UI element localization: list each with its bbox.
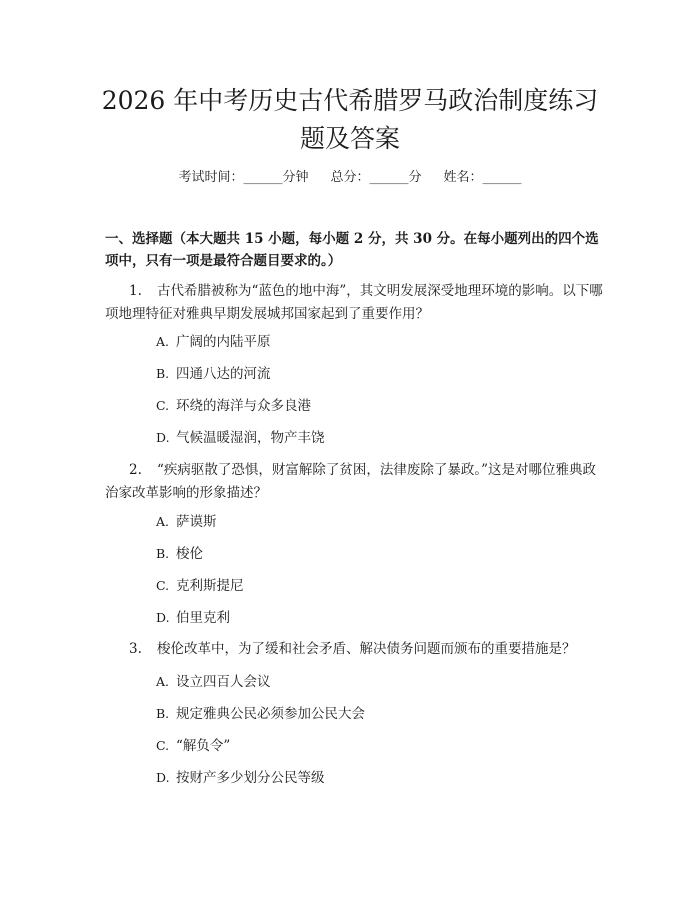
option-letter: A.	[156, 334, 170, 349]
question-3	[105, 638, 605, 661]
question-2-option-c	[156, 576, 244, 596]
question-3-option-b	[156, 704, 365, 724]
option-letter: B.	[156, 546, 170, 561]
question-number: 2.	[129, 462, 142, 478]
exam-time-field: 考试时间：______分钟	[178, 170, 309, 185]
option-letter: C.	[156, 578, 170, 593]
option-letter: C.	[156, 738, 170, 753]
option-text: 广阔的内陆平原	[176, 334, 271, 350]
question-1-option-c	[156, 396, 311, 416]
question-text: “疾病驱散了恐惧，财富解除了贫困，法律废除了暴政。”这是对哪位雅典政治家改革影响的形象描述？	[105, 462, 597, 501]
document-title: 2026 年中考历史古代希腊罗马政治制度练习题及答案	[101, 86, 599, 153]
option-text: 萨谟斯	[176, 514, 217, 530]
question-text: 梭伦改革中，为了缓和社会矛盾、解决债务问题而颁布的重要措施是？	[157, 641, 576, 657]
total-score-field: 总分：______分	[330, 170, 422, 185]
option-text: 四通八达的河流	[176, 366, 271, 382]
question-number: 3.	[129, 641, 142, 657]
option-text: 梭伦	[176, 546, 203, 562]
question-1-option-d	[156, 428, 325, 448]
option-text: 按财产多少划分公民等级	[176, 770, 325, 786]
question-2-option-d	[156, 608, 230, 628]
question-3-option-c	[156, 736, 230, 756]
question-1	[105, 280, 605, 326]
question-1-option-a	[156, 332, 271, 352]
option-letter: D.	[156, 610, 170, 625]
option-text: 环绕的海洋与众多良港	[176, 398, 311, 414]
question-2-option-a	[156, 512, 217, 532]
option-letter: D.	[156, 430, 170, 445]
question-3-option-d	[156, 768, 325, 788]
option-text: 克利斯提尼	[176, 578, 244, 594]
question-3-option-a	[156, 672, 271, 692]
exam-info-line	[0, 168, 700, 188]
option-letter: D.	[156, 770, 170, 785]
option-letter: C.	[156, 398, 170, 413]
question-2	[105, 459, 605, 505]
option-letter: B.	[156, 366, 170, 381]
option-text: 气候温暖湿润，物产丰饶	[176, 430, 325, 446]
option-text: 伯里克利	[176, 610, 230, 626]
section-heading: 一、选择题（本大题共 15 小题，每小题 2 分，共 30 分。在每小题列出的四个选项中，只有一项是最符合题目要求的。）	[105, 231, 599, 269]
student-name-field: 姓名：______	[443, 170, 522, 185]
option-letter: A.	[156, 514, 170, 529]
question-2-option-b	[156, 544, 203, 564]
option-letter: B.	[156, 706, 170, 721]
option-text: “解负令”	[176, 738, 231, 754]
option-letter: A.	[156, 674, 170, 689]
question-text: 古代希腊被称为“蓝色的地中海”，其文明发展深受地理环境的影响。以下哪项地理特征对雅典早期发展城邦国家起到了重要作用？	[105, 283, 603, 322]
question-1-option-b	[156, 364, 271, 384]
question-number: 1.	[129, 283, 142, 299]
option-text: 规定雅典公民必须参加公民大会	[176, 706, 365, 722]
option-text: 设立四百人会议	[176, 674, 271, 690]
